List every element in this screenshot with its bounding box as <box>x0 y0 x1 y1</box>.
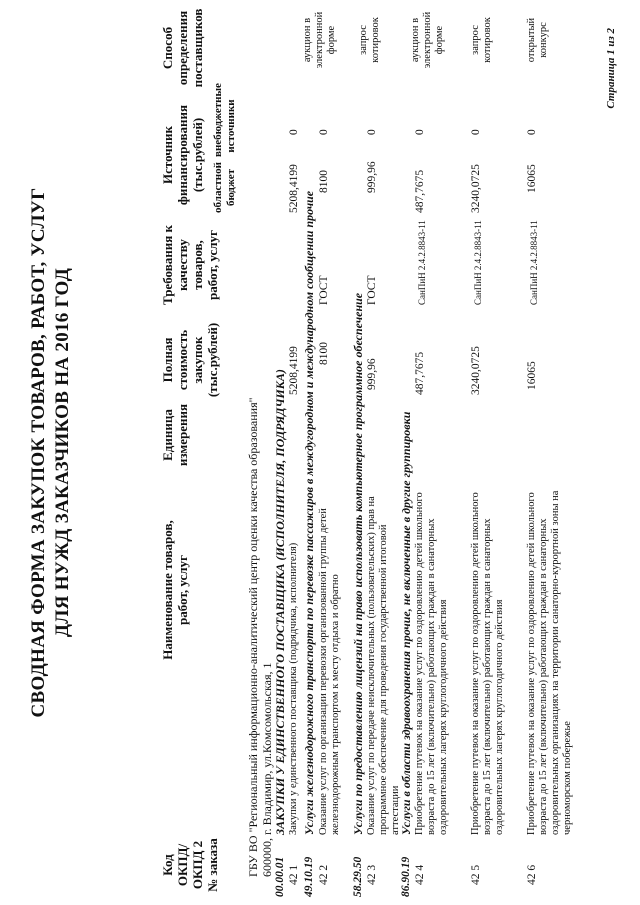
row-cost: 999,96 <box>366 358 378 390</box>
row-name: Оказание услуг по организации перевозки организованной группы детей железнодорожным транспортом к месту отдыха и обратно <box>318 508 341 835</box>
row-cost: 487,7675 <box>414 351 426 395</box>
row-requirements: СанПиН 2.4.2.8843-11 <box>529 220 539 305</box>
org-address: 600000, г. Владимир, ул.Комсомольская, 1 <box>260 662 274 877</box>
row-method: аукцион в электронной форме <box>302 11 337 69</box>
title-line-2: ДЛЯ НУЖД ЗАКАЗЧИКОВ НА 2016 ГОД <box>52 267 73 638</box>
row-extra: 0 <box>366 129 378 135</box>
header-cost: Полная стоимость закупок (тыс.рублей) <box>160 322 220 398</box>
row-extra: 0 <box>318 129 330 135</box>
section-title: Услуги в области здравоохранения прочие, не включенные в другие группировки <box>399 411 413 835</box>
title-line-1: СВОДНАЯ ФОРМА ЗАКУПОК ТОВАРОВ, РАБОТ, УСЛУГ <box>28 187 49 718</box>
row-requirements: СанПиН 2.4.2.8843-11 <box>417 220 427 305</box>
row-method: аукцион в электронной форме <box>410 11 445 69</box>
section-code: 00.00.01 <box>274 856 286 897</box>
page-counter: Страница 1 из 2 <box>605 28 617 109</box>
section-title: ЗАКУПКИ У ЕДИНСТВЕННОГО ПОСТАВЩИКА (ИСПОЛНИТЕЛЯ, ПОДРЯДЧИКА) <box>273 369 287 835</box>
row-requirements: ГОСТ <box>366 275 378 305</box>
section-code: 86.90.19 <box>400 856 412 897</box>
row-number: 42 6 <box>526 864 538 885</box>
header-name: Наименование товаров, работ, услуг <box>160 520 190 660</box>
header-source-extra: внебюджетные источники <box>212 83 237 157</box>
row-method: запрос котировок <box>358 17 381 63</box>
row-extra: 0 <box>288 129 300 135</box>
header-method: Способ определения поставщиков <box>160 8 205 88</box>
row-cost: 16065 <box>526 361 538 390</box>
row-budget: 8100 <box>318 170 330 193</box>
row-name: Закупки у единственного поставщика (подрядчика, исполнителя) <box>288 542 299 835</box>
row-requirements: ГОСТ <box>318 275 330 305</box>
section-title: Услуги по предоставлению лицензий на право использовать компьютерное программное обеспечение <box>351 292 365 835</box>
row-name: Приобретение путевок на оказание услуг по оздоровлению детей школьного возраста до 15 лет (включительно) работающих граждан в санаторных оздоровительных лагерях круглогодичного действия <box>414 492 449 835</box>
row-requirements: СанПиН 2.4.2.8843-11 <box>473 220 483 305</box>
row-name: Оказание услуг по передаче неисключительных (пользовательских) прав на программное обеспечение для проведения государственной итоговой аттестации <box>366 496 401 835</box>
section-title: Услуги железнодорожного транспорта по перевозке пассажиров в междугородном и международном сообщении прочие <box>302 190 316 835</box>
row-budget: 5208,4199 <box>288 164 300 213</box>
row-name: Приобретение путевок на оказание услуг по оздоровлению детей школьного возраста до 15 лет (включительно) работающих граждан в санаторных оздоровительных организациях на территории санаторно-курортной зоны на черноморском побережье <box>526 490 573 835</box>
row-cost: 3240,0725 <box>470 346 482 395</box>
row-number: 42 4 <box>414 864 426 885</box>
section-code: 49.10.19 <box>303 856 315 897</box>
row-method: запрос котировок <box>470 17 493 63</box>
row-budget: 3240,0725 <box>470 164 482 213</box>
row-extra: 0 <box>526 129 538 135</box>
row-extra: 0 <box>414 129 426 135</box>
row-number: 42 5 <box>470 864 482 885</box>
row-number: 42 2 <box>318 864 330 885</box>
row-budget: 16065 <box>526 164 538 193</box>
row-number: 42 3 <box>366 864 378 885</box>
row-budget: 999,96 <box>366 161 378 193</box>
header-requirements: Требования к качеству товаров, работ, услуг <box>160 225 220 305</box>
row-name: Приобретение путевок на оказание услуг по оздоровлению детей школьного возраста до 15 лет (включительно) работающих граждан в санаторных оздоровительных лагерях круглогодичного действия <box>470 492 505 835</box>
header-source: Источник финансирования (тыс.рублей) <box>160 104 205 206</box>
section-code: 58.29.50 <box>352 856 364 897</box>
row-budget: 487,7675 <box>414 169 426 213</box>
row-extra: 0 <box>470 129 482 135</box>
header-code: Код ОКПД/ ОКПД 2 № заказа <box>160 838 220 892</box>
header-unit: Единица измерения <box>160 403 190 467</box>
row-cost: 5208,4199 <box>288 346 300 395</box>
row-number: 42 1 <box>288 864 300 885</box>
row-cost: 8100 <box>318 342 330 365</box>
org-name: ГБУ ВО "Региональный информационно-аналитический центр оценки качества образования" <box>246 397 260 877</box>
row-method: открытый конкурс <box>526 17 549 63</box>
header-source-budget: областной бюджет <box>212 162 237 213</box>
